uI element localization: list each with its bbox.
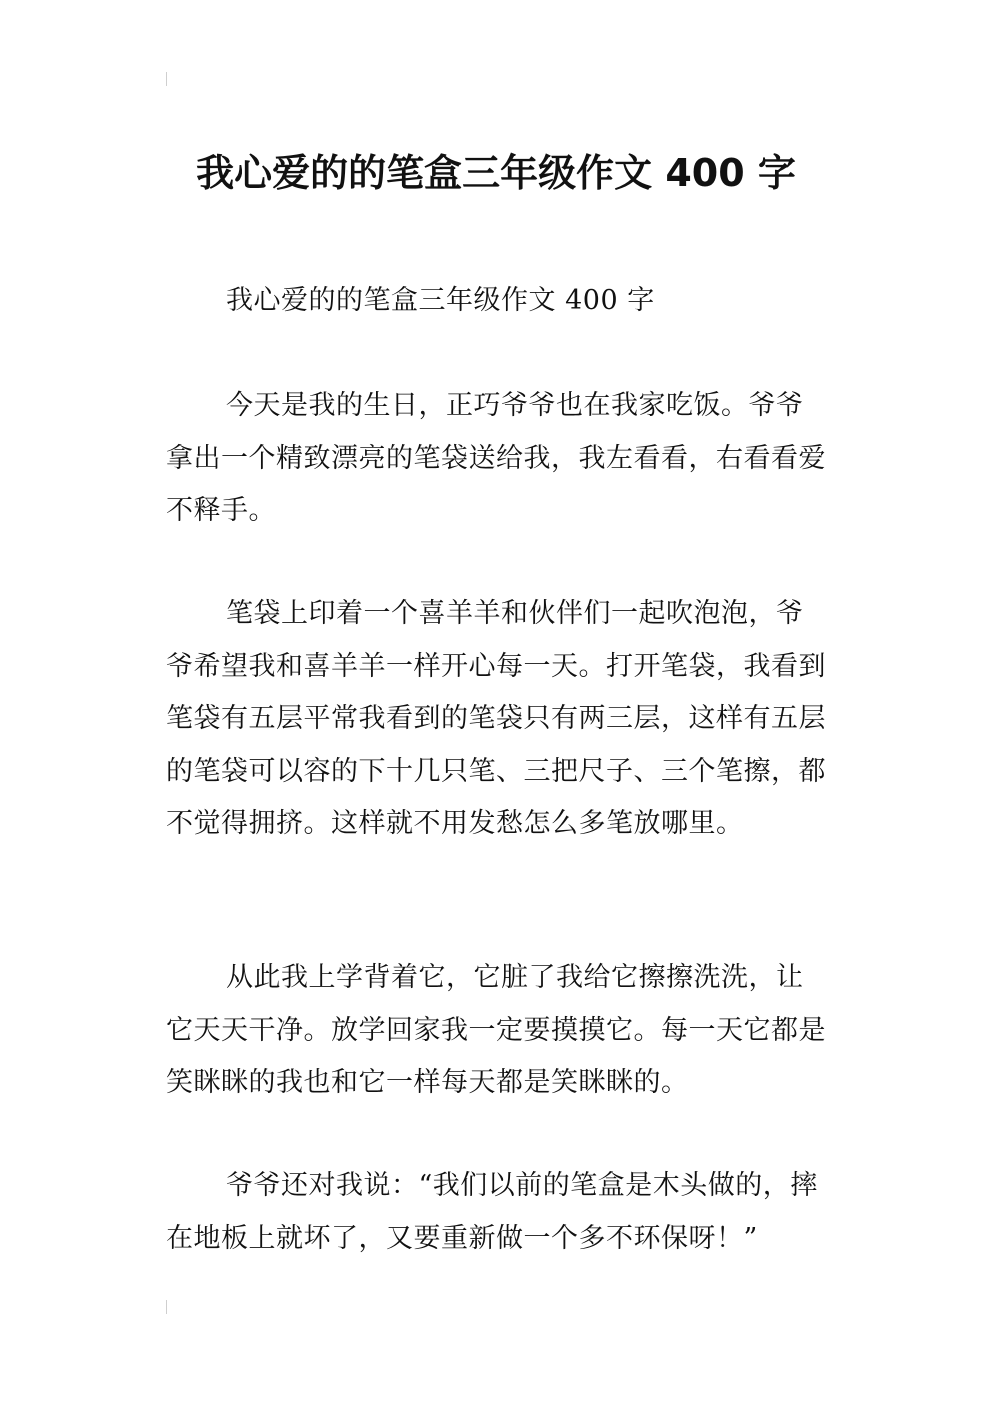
paragraph-2: 笔袋上印着一个喜羊羊和伙伴们一起吹泡泡，爷爷希望我和喜羊羊一样开心每一天。打开笔袋，我看到笔袋有五层平常我看到的笔袋只有两三层，这样有五层的笔袋可以容的下十几只笔、三把尺子、三个笔擦，都不觉得拥挤。这样就不用发愁怎么多笔放哪里。 bbox=[166, 598, 826, 839]
page-corner-mark-top bbox=[166, 72, 167, 86]
paragraph-3: 从此我上学背着它，它脏了我给它擦擦洗洗，让它天天干净。放学回家我一定要摸摸它。每一天它都是笑眯眯的我也和它一样每天都是笑眯眯的。 bbox=[166, 962, 826, 1098]
paragraph-subtitle: 我心爱的的笔盒三年级作文 400 字 bbox=[226, 285, 655, 316]
paragraph-1: 今天是我的生日，正巧爷爷也在我家吃饭。爷爷拿出一个精致漂亮的笔袋送给我，我左看看，右看看爱不释手。 bbox=[166, 390, 826, 526]
paragraph-4: 爷爷还对我说：“我们以前的笔盒是木头做的，摔在地板上就坏了，又要重新做一个多不环保呀！” bbox=[166, 1170, 818, 1254]
page-corner-mark-bottom bbox=[166, 1300, 167, 1314]
document-title: 我心爱的的笔盒三年级作文 400 字 bbox=[196, 151, 796, 196]
